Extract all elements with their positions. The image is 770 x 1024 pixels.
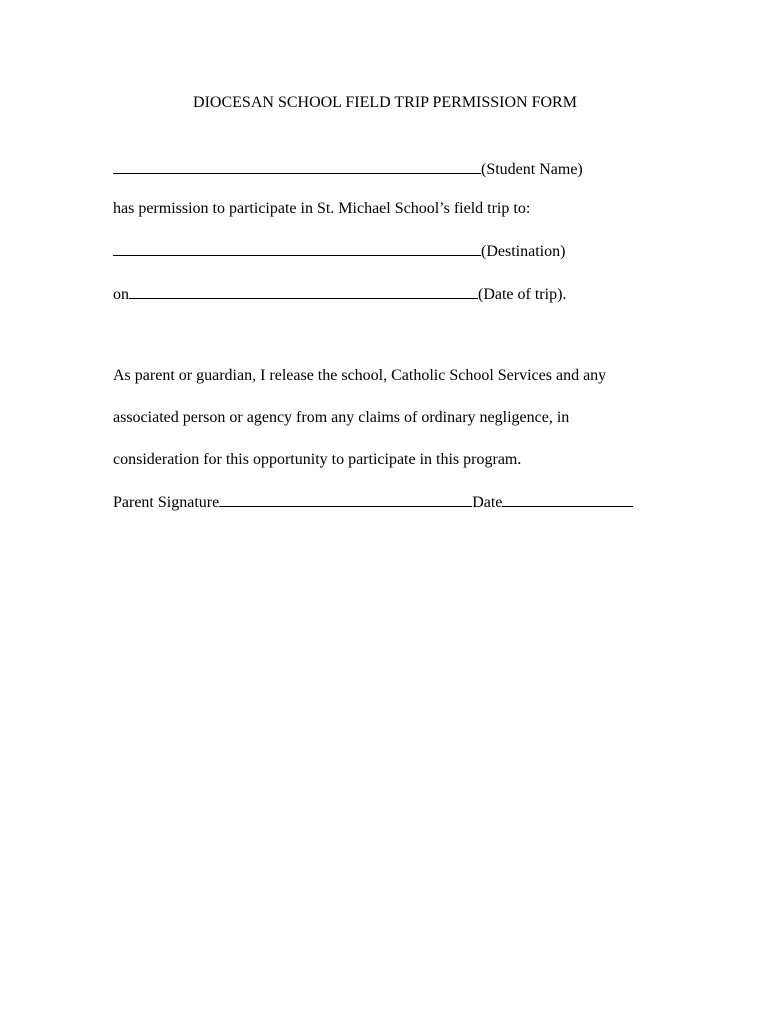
parent-signature-field[interactable] (219, 491, 472, 507)
release-text-line-2: associated person or agency from any claims of ordinary negligence, in (113, 409, 570, 426)
release-text-line-3: consideration for this opportunity to participate in this program. (113, 451, 522, 468)
trip-date-label: (Date of trip). (478, 286, 567, 303)
destination-field[interactable] (113, 240, 481, 256)
form-title: DIOCESAN SCHOOL FIELD TRIP PERMISSION FORM (193, 94, 577, 111)
parent-signature-label: Parent Signature (113, 494, 220, 511)
permission-statement: has permission to participate in St. Michael School’s field trip to: (113, 200, 531, 217)
release-text-line-1: As parent or guardian, I release the school, Catholic School Services and any (113, 367, 607, 384)
signature-row (113, 491, 633, 513)
student-name-row (113, 158, 583, 180)
on-prefix: on (113, 286, 129, 303)
signature-date-field[interactable] (502, 491, 633, 507)
student-name-field[interactable] (113, 158, 481, 174)
destination-label: (Destination) (481, 243, 566, 260)
student-name-label: (Student Name) (481, 161, 583, 178)
destination-row (113, 240, 565, 262)
trip-date-row (113, 283, 566, 305)
trip-date-field[interactable] (129, 283, 478, 299)
signature-date-label: Date (472, 494, 503, 511)
